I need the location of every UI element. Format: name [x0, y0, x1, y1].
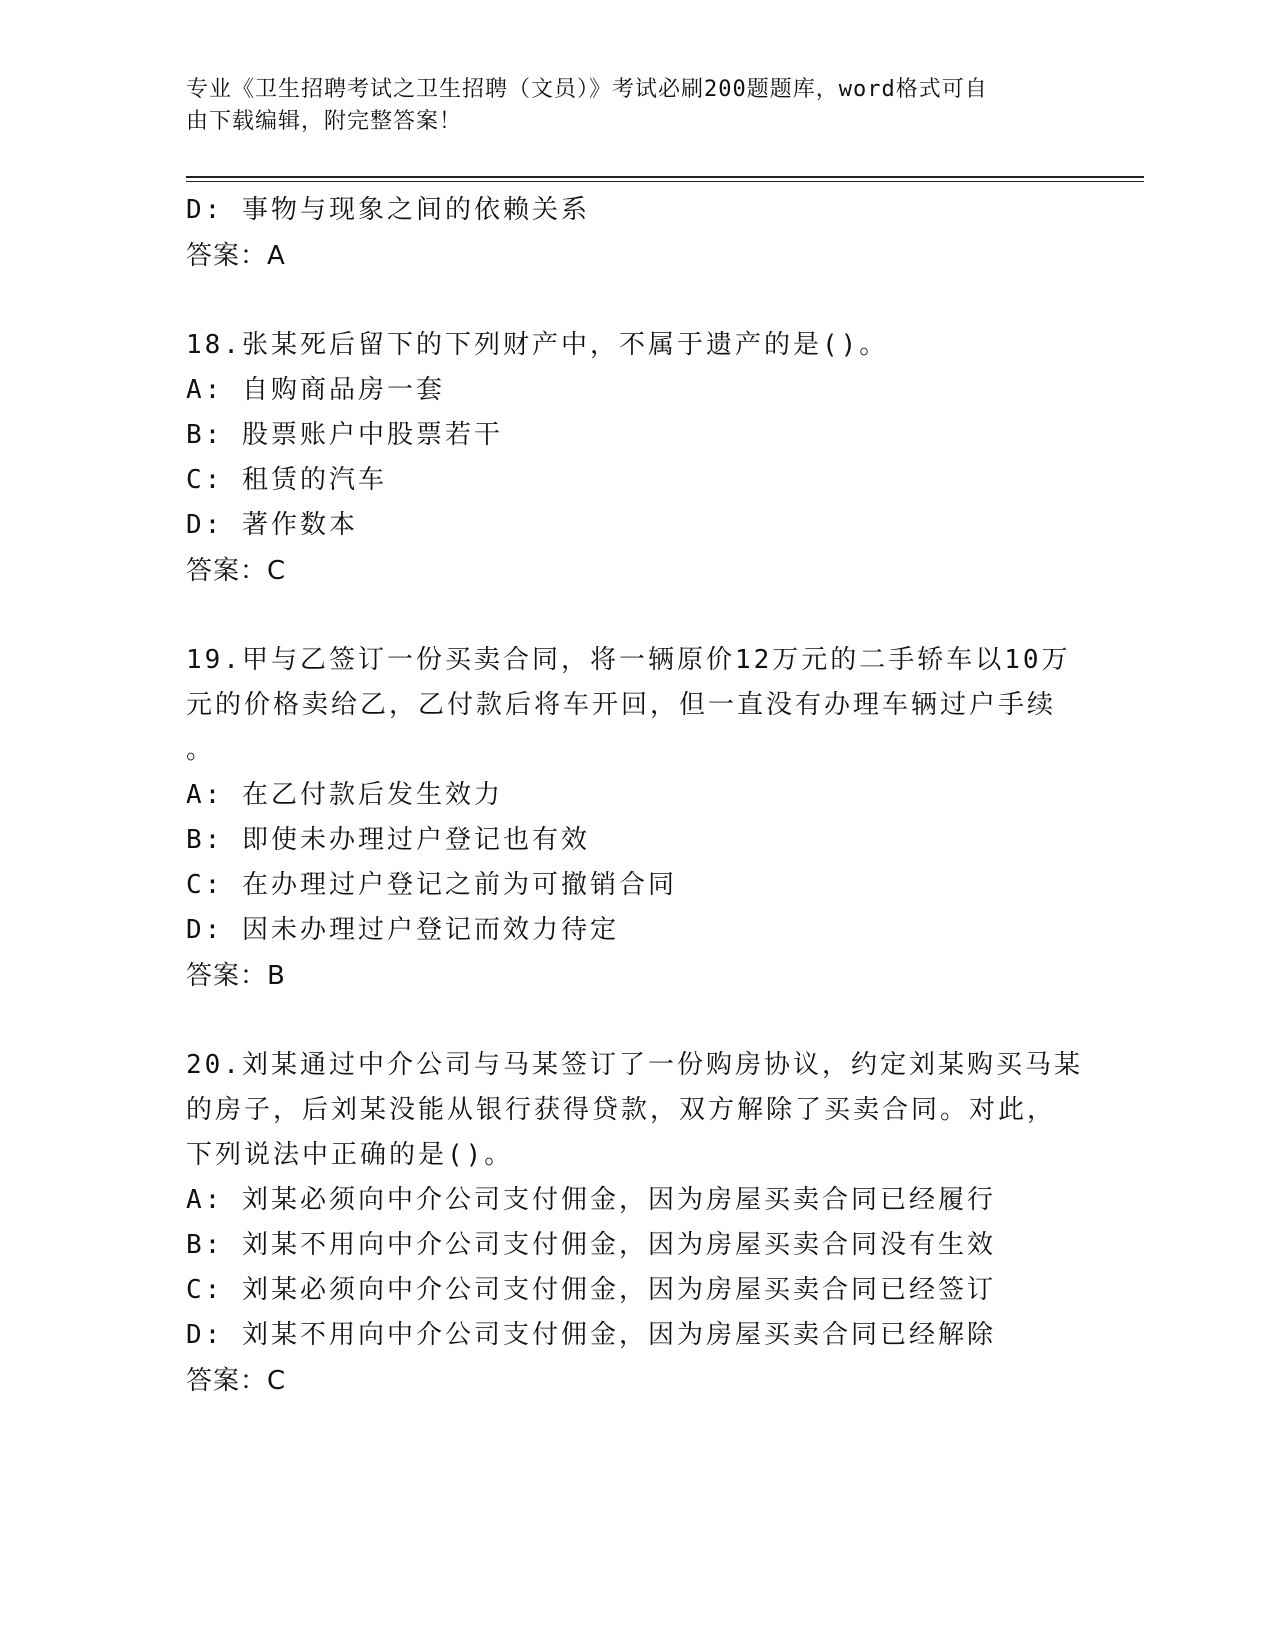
option-b: B: 即使未办理过户登记也有效 — [186, 825, 590, 855]
option-c: C: 在办理过户登记之前为可撤销合同 — [186, 870, 677, 900]
question-19 — [186, 638, 1086, 999]
option-a: A: 刘某必须向中介公司支付佣金，因为房屋买卖合同已经履行 — [186, 1185, 996, 1215]
previous-answer: 答案：A — [186, 241, 286, 271]
answer: 答案：C — [186, 556, 287, 586]
option-b: B: 股票账户中股票若干 — [186, 420, 503, 450]
question-text-line: 的房子，后刘某没能从银行获得贷款，双方解除了买卖合同。对此， — [186, 1095, 1057, 1125]
answer: 答案：C — [186, 1366, 287, 1396]
previous-option-d: D: 事物与现象之间的依赖关系 — [186, 195, 590, 225]
question-spacer — [186, 279, 1086, 323]
question-18 — [186, 323, 1086, 594]
question-text-line: 元的价格卖给乙，乙付款后将车开回，但一直没有办理车辆过户手续 — [186, 690, 1057, 720]
option-a: A: 自购商品房一套 — [186, 375, 445, 405]
question-20 — [186, 1043, 1086, 1404]
question-text-line: 下列说法中正确的是()。 — [186, 1140, 514, 1170]
question-text-line: 18.张某死后留下的下列财产中，不属于遗产的是()。 — [186, 330, 889, 360]
header-line-2: 由下载编辑，附完整答案！ — [186, 109, 463, 134]
header-line-1: 专业《卫生招聘考试之卫生招聘（文员）》考试必刷200题题库，word格式可自 — [186, 77, 988, 102]
header-divider-thick — [186, 176, 1144, 178]
question-text-line: 20.刘某通过中介公司与马某签订了一份购房协议，约定刘某购买马某 — [186, 1050, 1083, 1080]
question-text-line: 19.甲与乙签订一份买卖合同，将一辆原价12万元的二手轿车以10万 — [186, 645, 1071, 675]
option-d: D: 刘某不用向中介公司支付佣金，因为房屋买卖合同已经解除 — [186, 1320, 996, 1350]
option-a: A: 在乙付款后发生效力 — [186, 780, 503, 810]
option-d: D: 著作数本 — [186, 510, 358, 540]
option-b: B: 刘某不用向中介公司支付佣金，因为房屋买卖合同没有生效 — [186, 1230, 996, 1260]
header-divider-thin — [186, 181, 1144, 182]
option-c: C: 刘某必须向中介公司支付佣金，因为房屋买卖合同已经签订 — [186, 1275, 996, 1305]
question-spacer — [186, 999, 1086, 1043]
question-content — [186, 188, 1086, 1404]
option-c: C: 租赁的汽车 — [186, 465, 387, 495]
question-spacer — [186, 594, 1086, 638]
answer: 答案：B — [186, 961, 286, 991]
document-header — [186, 74, 1066, 138]
option-d: D: 因未办理过户登记而效力待定 — [186, 915, 619, 945]
question-text-line: 。 — [186, 735, 216, 765]
